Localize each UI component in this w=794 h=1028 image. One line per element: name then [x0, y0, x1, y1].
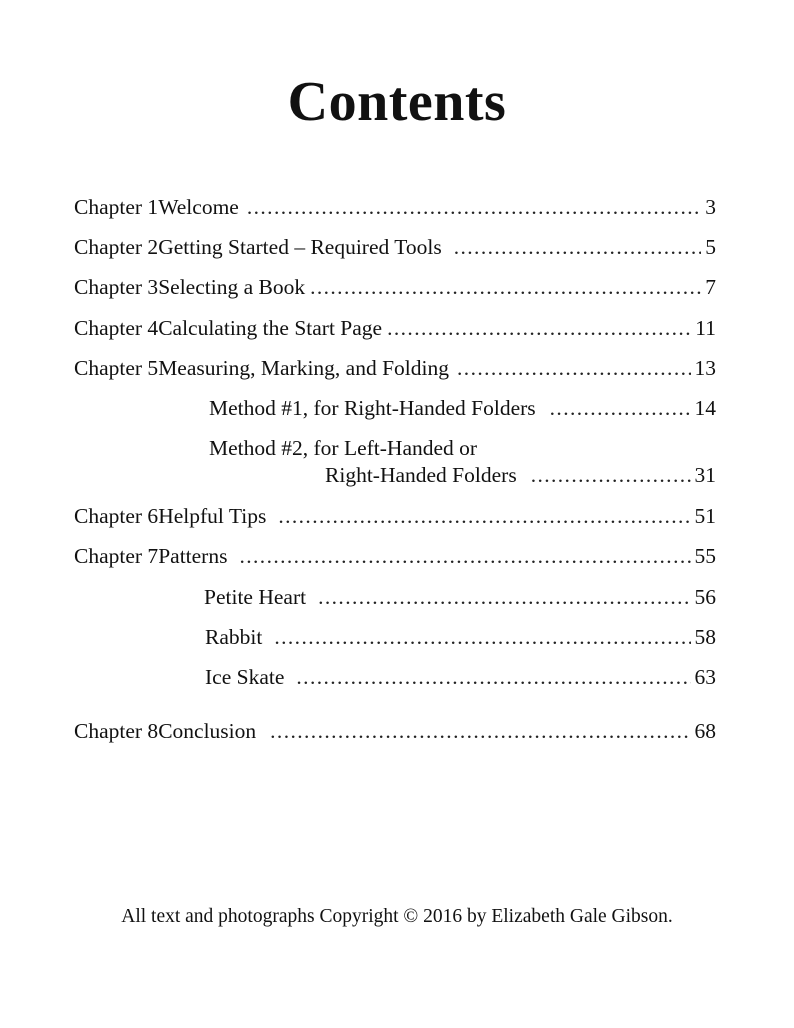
- page-number: 14: [694, 396, 716, 420]
- dot-leader: [278, 503, 690, 529]
- toc-entry-chapter-5[interactable]: [74, 355, 716, 381]
- toc-entry-chapter-4[interactable]: [74, 315, 716, 341]
- section-title: Method #2, for Left-Handed or: [209, 436, 478, 460]
- chapter-number: Chapter 1: [74, 195, 159, 219]
- page-number: 5: [705, 235, 716, 259]
- chapter-number: Chapter 5: [74, 356, 159, 380]
- chapter-title: Helpful Tips: [158, 504, 267, 528]
- chapter-title: Welcome: [158, 195, 239, 219]
- section-title: Ice Skate: [205, 665, 285, 689]
- page-number: 56: [694, 585, 716, 609]
- page-number: 63: [694, 665, 716, 689]
- toc-entry-petite-heart[interactable]: [204, 584, 716, 610]
- page-number: 58: [694, 625, 716, 649]
- dot-leader: [454, 234, 702, 260]
- page-number: 68: [694, 719, 716, 743]
- chapter-number: Chapter 4: [74, 316, 159, 340]
- section-title: Petite Heart: [204, 585, 307, 609]
- section-title: Method #1, for Right-Handed Folders: [209, 396, 536, 420]
- page-number: 13: [694, 356, 716, 380]
- dot-leader: [550, 395, 691, 421]
- chapter-number: Chapter 7: [74, 544, 159, 568]
- section-title: Rabbit: [205, 625, 263, 649]
- dot-leader: [387, 315, 691, 341]
- page-title: Contents: [287, 71, 507, 133]
- page-number: 51: [694, 504, 716, 528]
- dot-leader: [247, 194, 701, 220]
- toc-entry-rabbit[interactable]: [205, 624, 716, 650]
- page-number: 3: [705, 195, 716, 219]
- chapter-title: Getting Started – Required Tools: [158, 235, 442, 259]
- page-number: 7: [705, 275, 716, 299]
- chapter-title: Conclusion: [158, 719, 257, 743]
- chapter-title: Calculating the Start Page: [158, 316, 383, 340]
- toc-entry-chapter-8[interactable]: [74, 718, 716, 744]
- chapter-number: Chapter 6: [74, 504, 159, 528]
- chapter-title: Patterns: [158, 544, 228, 568]
- toc-entry-chapter-2[interactable]: [74, 234, 716, 260]
- chapter-number: Chapter 3: [74, 275, 159, 299]
- page-number: 31: [694, 463, 716, 487]
- dot-leader: [296, 664, 690, 690]
- dot-leader: [274, 624, 690, 650]
- section-title-continued: Right-Handed Folders: [325, 463, 517, 487]
- dot-leader: [270, 718, 690, 744]
- chapter-number: Chapter 8: [74, 719, 159, 743]
- dot-leader: [310, 274, 701, 300]
- toc-entry-method-1[interactable]: [209, 395, 716, 421]
- page-number: 11: [695, 316, 716, 340]
- dot-leader: [531, 462, 691, 488]
- toc-entry-chapter-7[interactable]: [74, 543, 716, 569]
- chapter-title: Selecting a Book: [158, 275, 306, 299]
- toc-entry-method-2[interactable]: [325, 462, 716, 488]
- dot-leader: [457, 355, 690, 381]
- dot-leader: [239, 543, 690, 569]
- toc-entry-chapter-3[interactable]: [74, 274, 716, 300]
- copyright-notice: All text and photographs Copyright © 2016 by Elizabeth Gale Gibson.: [121, 906, 673, 927]
- dot-leader: [318, 584, 690, 610]
- chapter-title: Measuring, Marking, and Folding: [158, 356, 450, 380]
- toc-entry-chapter-6[interactable]: [74, 503, 716, 529]
- toc-entry-method-2-line-1[interactable]: [209, 435, 477, 461]
- toc-entry-ice-skate[interactable]: [205, 664, 716, 690]
- page-number: 55: [694, 544, 716, 568]
- chapter-number: Chapter 2: [74, 235, 159, 259]
- toc-entry-chapter-1[interactable]: [74, 194, 716, 220]
